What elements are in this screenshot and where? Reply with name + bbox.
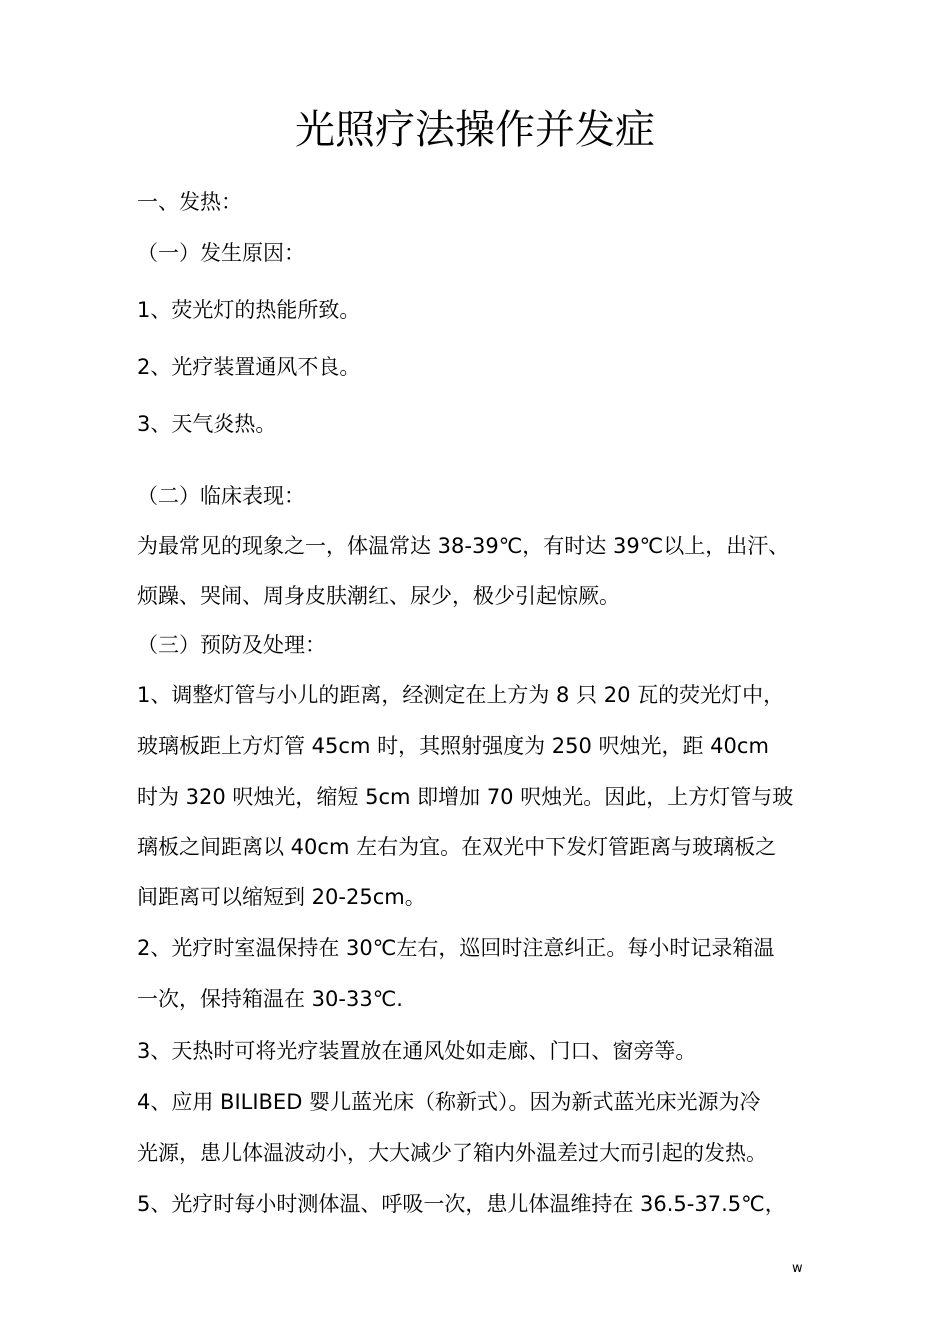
subheading-prevention: （三）预防及处理： bbox=[137, 633, 326, 657]
document-title: 光照疗法操作并发症 bbox=[295, 107, 655, 153]
prevention-item-1-line-2: 玻璃板距上方灯管 45cm 时，其照射强度为 250 呎烛光，距 40cm bbox=[137, 734, 769, 758]
prevention-item-2-line-1: 2、光疗时室温保持在 30℃左右，巡回时注意纠正。每小时记录箱温 bbox=[137, 936, 775, 960]
symptoms-text-line-2: 烦躁、哭闹、周身皮肤潮红、尿少，极少引起惊厥。 bbox=[137, 584, 620, 608]
prevention-item-2-line-2: 一次，保持箱温在 30-33℃. bbox=[137, 987, 403, 1011]
subheading-causes: （一）发生原因： bbox=[137, 241, 305, 265]
prevention-item-3: 3、天热时可将光疗装置放在通风处如走廊、门口、窗旁等。 bbox=[137, 1039, 697, 1063]
cause-item-1: 1、荧光灯的热能所致。 bbox=[137, 298, 361, 322]
heading-fever: 一、发热： bbox=[137, 190, 242, 214]
prevention-item-1-line-1: 1、调整灯管与小儿的距离，经测定在上方为 8 只 20 瓦的荧光灯中， bbox=[137, 683, 785, 707]
prevention-item-1-line-5: 间距离可以缩短到 20-25cm。 bbox=[137, 885, 426, 909]
prevention-item-4-line-1: 4、应用 BILIBED 婴儿蓝光床（称新式）。因为新式蓝光床光源为冷 bbox=[137, 1090, 761, 1114]
symptoms-text-line-1: 为最常见的现象之一，体温常达 38-39℃，有时达 39℃以上，出汗、 bbox=[137, 534, 790, 558]
prevention-item-5-line-1: 5、光疗时每小时测体温、呼吸一次，患儿体温维持在 36.5-37.5℃， bbox=[137, 1192, 786, 1216]
prevention-item-1-line-3: 时为 320 呎烛光，缩短 5cm 即增加 70 呎烛光。因此，上方灯管与玻 bbox=[137, 785, 794, 809]
page-footer-mark: w bbox=[792, 1261, 803, 1276]
cause-item-2: 2、光疗装置通风不良。 bbox=[137, 355, 361, 379]
cause-item-3: 3、天气炎热。 bbox=[137, 412, 277, 436]
prevention-item-1-line-4: 璃板之间距离以 40cm 左右为宜。在双光中下发灯管距离与玻璃板之 bbox=[137, 835, 777, 859]
subheading-symptoms: （二）临床表现： bbox=[137, 484, 305, 508]
prevention-item-4-line-2: 光源，患儿体温波动小，大大减少了箱内外温差过大而引起的发热。 bbox=[137, 1141, 767, 1165]
